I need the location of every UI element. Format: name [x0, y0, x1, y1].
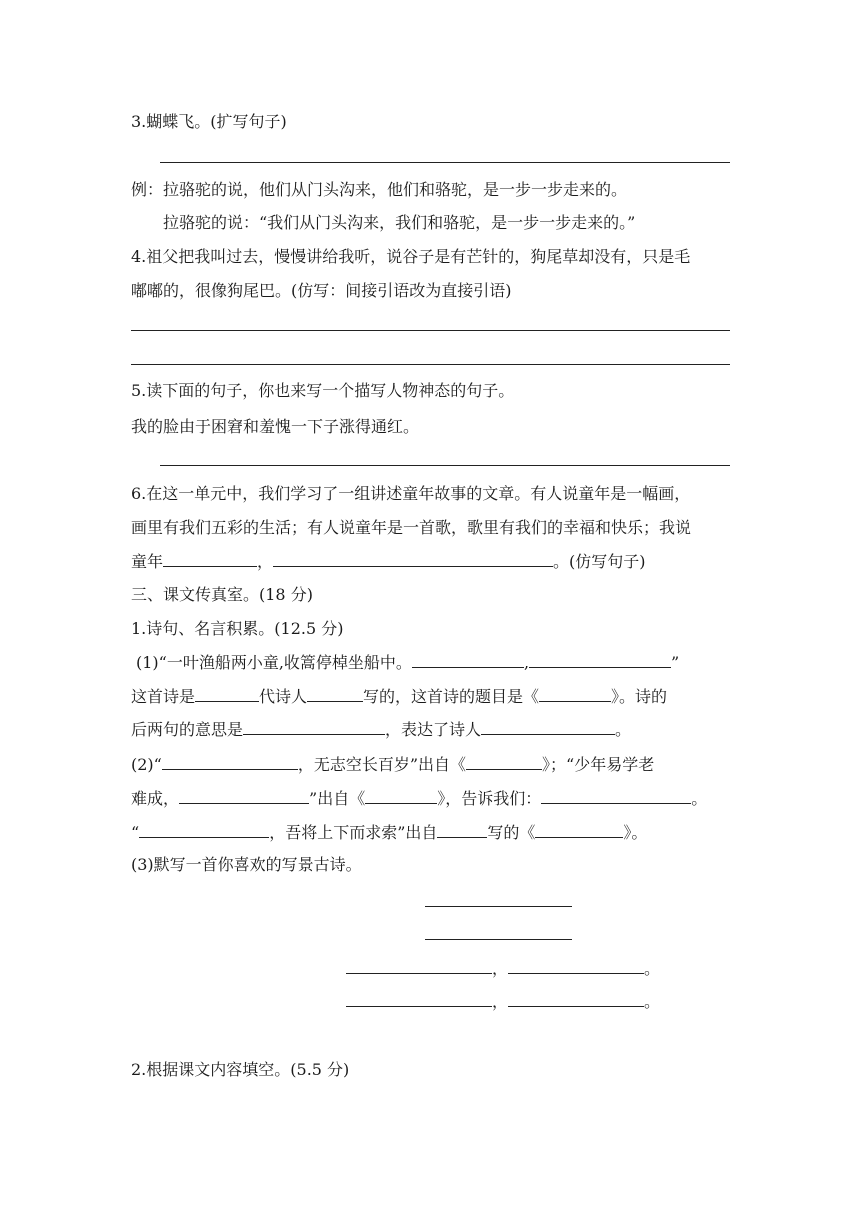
q6-blank-1[interactable] [163, 551, 257, 567]
sub1-title: 1.诗句、名言积累。(12.5 分) [131, 619, 344, 638]
q4-answer-line-2[interactable] [131, 364, 730, 365]
verse-blank-3[interactable] [346, 991, 492, 1007]
quote-source-blank-1[interactable] [466, 754, 542, 770]
quote-blank-3[interactable] [139, 822, 269, 838]
poem-1-line-2: 这首诗是 代诗人 写的，这首诗的题目是《 》。诗的 [131, 687, 668, 706]
meaning-blank[interactable] [243, 719, 385, 735]
quote-line-2: 难成， ”出自《 》，告诉我们： 。 [131, 789, 708, 808]
quote-line-3: “ ，吾将上下而求索”出自 写的《 》。 [131, 823, 648, 842]
quote-line-1: (2)“ ，无志空长百岁”出自《 》；“少年易学老 [131, 755, 655, 774]
poem-1-line-1: (1)“一叶渔船两小童,收篙停棹坐船中。 , ” [136, 653, 680, 672]
poem-title-blank[interactable] [539, 686, 611, 702]
q3-answer-line[interactable] [160, 162, 730, 163]
q5-line-1: 5.读下面的句子，你也来写一个描写人物神态的句子。 [131, 381, 515, 400]
quote-author-blank[interactable] [437, 822, 487, 838]
poem-title-line[interactable] [425, 906, 572, 907]
quote-source-blank-2[interactable] [365, 788, 437, 804]
dynasty-blank[interactable] [195, 686, 259, 702]
q3-label: 3.蝴蝶飞。(扩写句子) [131, 112, 287, 131]
q6-line-2: 画里有我们五彩的生活；有人说童年是一首歌，歌里有我们的幸福和快乐；我说 [131, 518, 692, 537]
section-3-title: 三、课文传真室。(18 分) [131, 585, 313, 604]
q6-line-3-start: 童年 [131, 552, 164, 571]
example-line-2: 拉骆驼的说：“我们从门头沟来，我们和骆驼，是一步一步走来的。” [163, 213, 636, 232]
feeling-blank[interactable] [481, 719, 615, 735]
poem-3-instruction: (3)默写一首你喜欢的写景古诗。 [131, 855, 362, 874]
verse-blank-1[interactable] [346, 958, 492, 974]
example-line-1: 例：拉骆驼的说，他们从门头沟来，他们和骆驼，是一步一步走来的。 [131, 180, 628, 199]
q5-line-2: 我的脸由于困窘和羞愧一下子涨得通红。 [131, 417, 420, 436]
q5-answer-line[interactable] [160, 465, 730, 466]
q6-blank-2[interactable] [273, 551, 553, 567]
quote-blank-2[interactable] [179, 788, 309, 804]
verse-blank-4[interactable] [508, 991, 644, 1007]
q6-line-3: 童年 ， 。(仿写句子) [131, 552, 646, 571]
poem-1-line-3: 后两句的意思是 ，表达了诗人 。 [131, 720, 632, 739]
poem-1-blank-1[interactable] [412, 652, 524, 668]
quote-source-blank-3[interactable] [535, 822, 623, 838]
sub2-title: 2.根据课文内容填空。(5.5 分) [131, 1060, 350, 1079]
poem-1-blank-2[interactable] [529, 652, 671, 668]
q4-line-1: 4.祖父把我叫过去，慢慢讲给我听，说谷子是有芒针的，狗尾草却没有，只是毛 [131, 247, 691, 266]
verse-blank-2[interactable] [508, 958, 644, 974]
poet-blank[interactable] [307, 686, 363, 702]
poem-author-line[interactable] [425, 939, 572, 940]
q6-line-3-end: 。(仿写句子) [553, 552, 646, 571]
poem-verse-line-2: ， 。 [346, 991, 660, 1012]
quote-lesson-blank[interactable] [541, 788, 691, 804]
poem-verse-line-1: ， 。 [346, 958, 660, 979]
quote-blank-1[interactable] [162, 754, 298, 770]
q4-line-2: 嘟嘟的，很像狗尾巴。(仿写：间接引语改为直接引语) [131, 281, 512, 300]
q4-answer-line-1[interactable] [131, 330, 730, 331]
q6-line-1: 6.在这一单元中，我们学习了一组讲述童年故事的文章。有人说童年是一幅画， [131, 484, 691, 503]
